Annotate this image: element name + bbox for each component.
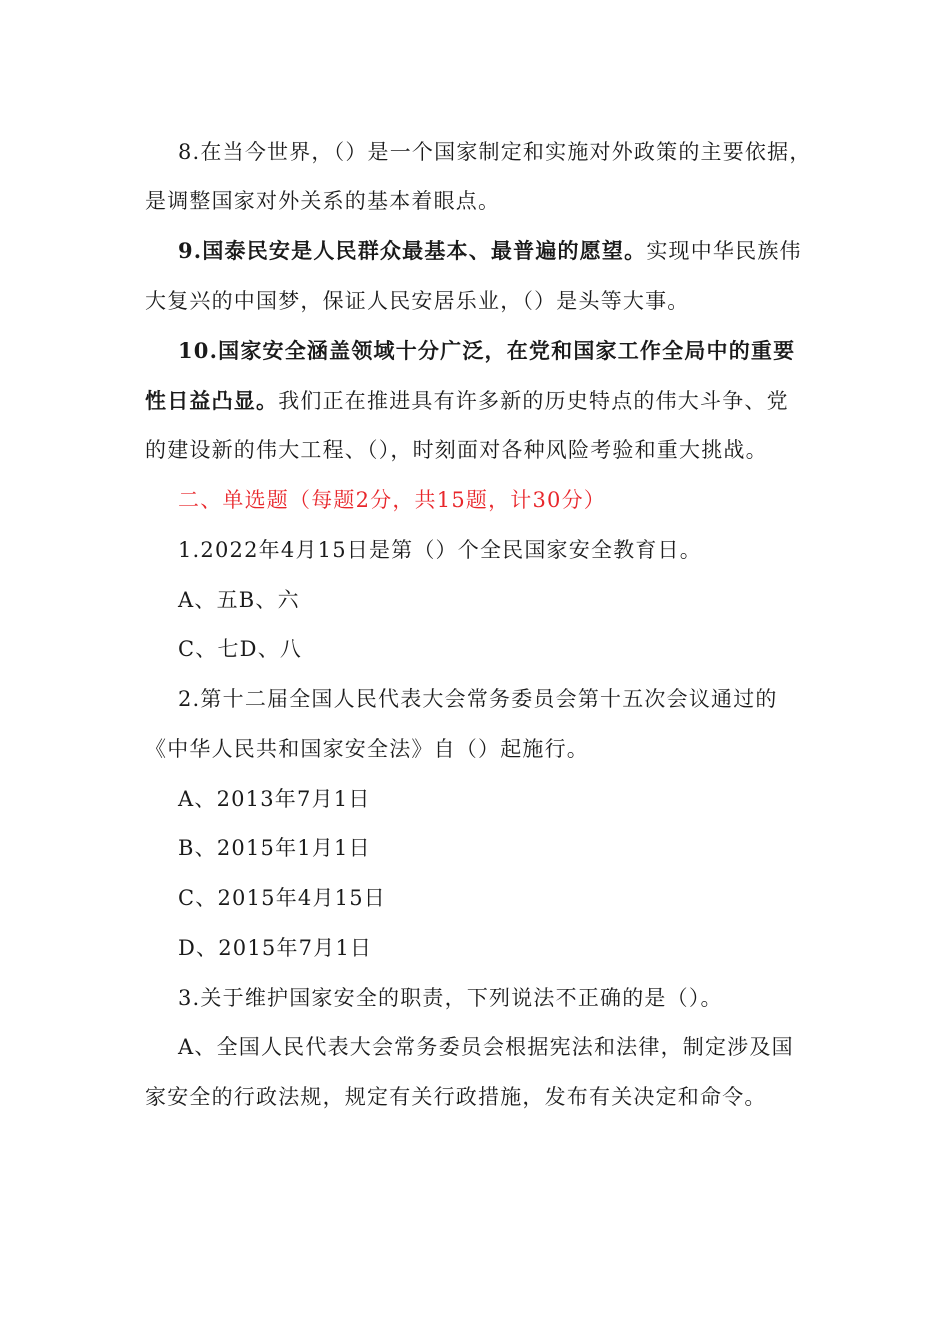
s2-option-c: C、2015年4月15日 [178,886,386,910]
s1-question: 1.2022年4月15日是第（）个全民国家安全教育日。 [178,538,702,562]
q9-line-2: 大复兴的中国梦，保证人民安居乐业，（）是头等大事。 [145,289,690,313]
s3-question: 3.关于维护国家安全的职责，下列说法不正确的是（）。 [178,986,723,1010]
q10-line-1: 10.国家安全涵盖领域十分广泛，在党和国家工作全局中的重要 [178,338,796,363]
s2-question-line-1: 2.第十二届全国人民代表大会常务委员会第十五次会议通过的 [178,687,778,711]
s2-option-a: A、2013年7月1日 [178,787,371,811]
s2-question-line-2: 《中华人民共和国家安全法》自（）起施行。 [145,737,589,761]
q8-line-1: 8.在当今世界，（）是一个国家制定和实施对外政策的主要依据， [178,140,812,164]
q10-bold-text: 性日益凸显。 [145,388,279,413]
q9-line-1-rest: 实现中华民族伟 [646,239,802,263]
s3-option-a-line-1: A、全国人民代表大会常务委员会根据宪法和法律，制定涉及国 [178,1035,794,1059]
s3-option-a-line-2: 家安全的行政法规，规定有关行政措施，发布有关决定和命令。 [145,1085,767,1109]
s2-option-d: D、2015年7月1日 [178,936,373,960]
q10-line-2 [145,387,789,415]
q10-line-3: 的建设新的伟大工程、（），时刻面对各种风险考验和重大挑战。 [145,438,768,462]
q10-line-2-rest: 我们正在推进具有许多新的历史特点的伟大斗争、党 [278,389,789,413]
s1-options-ab: A、五B、六 [178,588,300,612]
s1-options-cd: C、七D、八 [178,637,303,661]
s2-option-b: B、2015年1月1日 [178,836,371,860]
q8-line-2: 是调整国家对外关系的基本着眼点。 [145,189,501,213]
q9-bold-text: 9.国泰民安是人民群众最基本、最普遍的愿望。 [178,238,647,263]
q9-line-1 [178,237,802,265]
section-heading: 二、单选题（每题2分，共15题，计30分） [178,488,607,512]
